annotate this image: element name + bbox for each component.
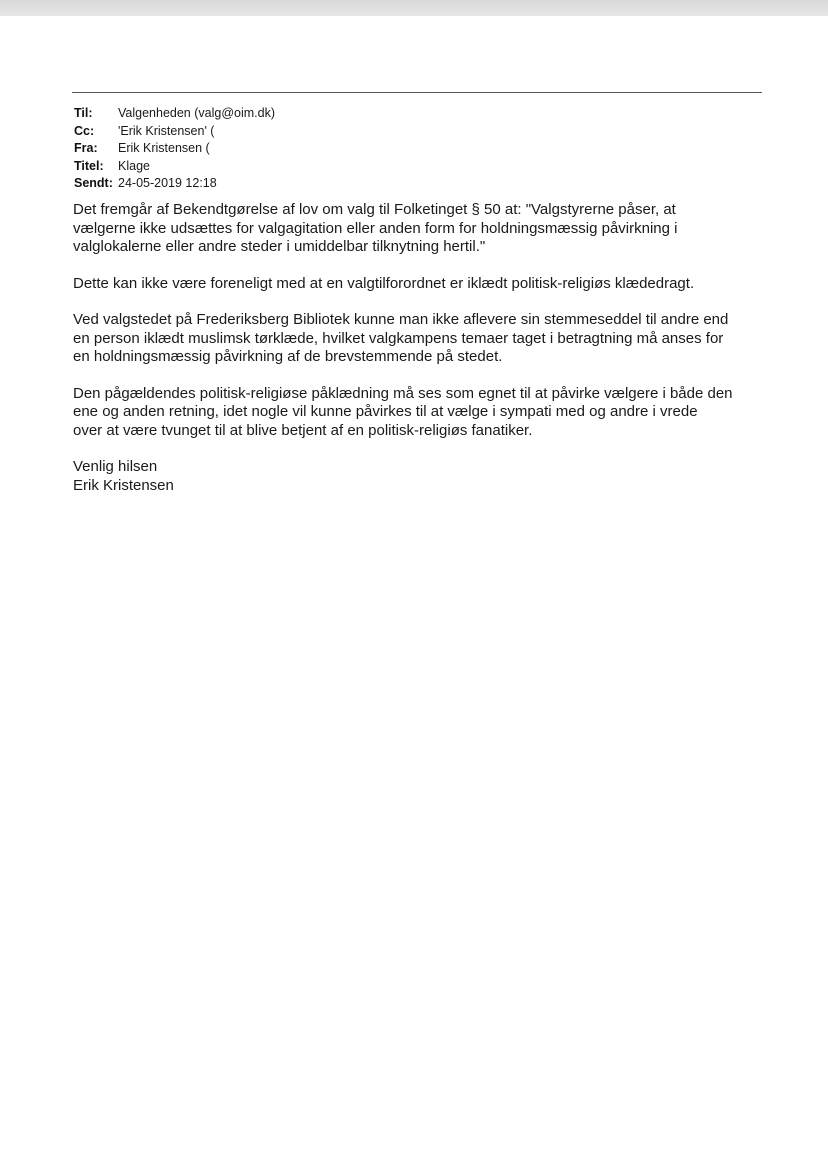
header-value: Erik Kristensen ( <box>118 141 210 155</box>
header-divider-line <box>72 92 762 93</box>
header-row-to <box>74 105 275 123</box>
header-row-from <box>74 140 275 158</box>
header-row-subject <box>74 158 275 176</box>
email-body <box>73 201 768 495</box>
header-label: Til: <box>74 106 93 120</box>
header-value: 'Erik Kristensen' ( <box>118 123 215 138</box>
header-label: Cc: <box>74 123 95 138</box>
email-header-block <box>74 105 275 193</box>
header-value: Valgenheden (valg@oim.dk) <box>118 106 275 120</box>
paragraph-line: Det fremgår af Bekendtgørelse af lov om valg til Folketinget § 50 at: "Valgstyrerne påser, at <box>73 201 676 218</box>
signoff-name: Erik Kristensen <box>73 476 174 494</box>
signoff-greeting: Venlig hilsen <box>73 458 158 475</box>
paragraph-line: Ved valgstedet på Frederiksberg Bibliotek kunne man ikke aflevere sin stemmeseddel til andre end <box>73 311 729 328</box>
header-label: Titel: <box>74 158 104 173</box>
paragraph-line: Dette kan ikke være foreneligt med at en valgtilforordnet er iklædt politisk-religiøs klædedragt. <box>73 274 695 292</box>
paragraph-line: Den pågældendes politisk-religiøse påklædning må ses som egnet til at påvirke vælgere i både den <box>73 384 733 402</box>
header-row-cc <box>74 123 275 141</box>
scan-edge-shadow <box>0 0 828 16</box>
header-value: Klage <box>118 158 150 173</box>
body-paragraph-1 <box>73 201 768 257</box>
body-paragraph-2 <box>73 275 768 294</box>
header-label: Sendt: <box>74 176 113 190</box>
header-value: 24-05-2019 12:18 <box>118 176 217 190</box>
paragraph-line: en person iklædt muslimsk tørklæde, hvilket valgkampens temaer taget i betragtning må anses for <box>73 329 724 347</box>
paragraph-line: valglokalerne eller andre steder i umiddelbar tilknytning hertil." <box>73 238 486 255</box>
body-paragraph-4 <box>73 385 768 441</box>
paragraph-line: en holdningsmæssig påvirkning af de brevstemmende på stedet. <box>73 348 503 365</box>
body-paragraph-3 <box>73 311 768 367</box>
header-row-sent <box>74 175 275 193</box>
signoff-block <box>73 458 768 495</box>
paragraph-line: vælgerne ikke udsættes for valgagitation eller anden form for holdningsmæssig påvirkning i <box>73 219 678 237</box>
header-label: Fra: <box>74 141 98 155</box>
paragraph-line: over at være tvunget til at blive betjent af en politisk-religiøs fanatiker. <box>73 421 533 439</box>
paragraph-line: ene og anden retning, idet nogle vil kunne påvirkes til at vælge i sympati med og andre i vrede <box>73 403 698 420</box>
